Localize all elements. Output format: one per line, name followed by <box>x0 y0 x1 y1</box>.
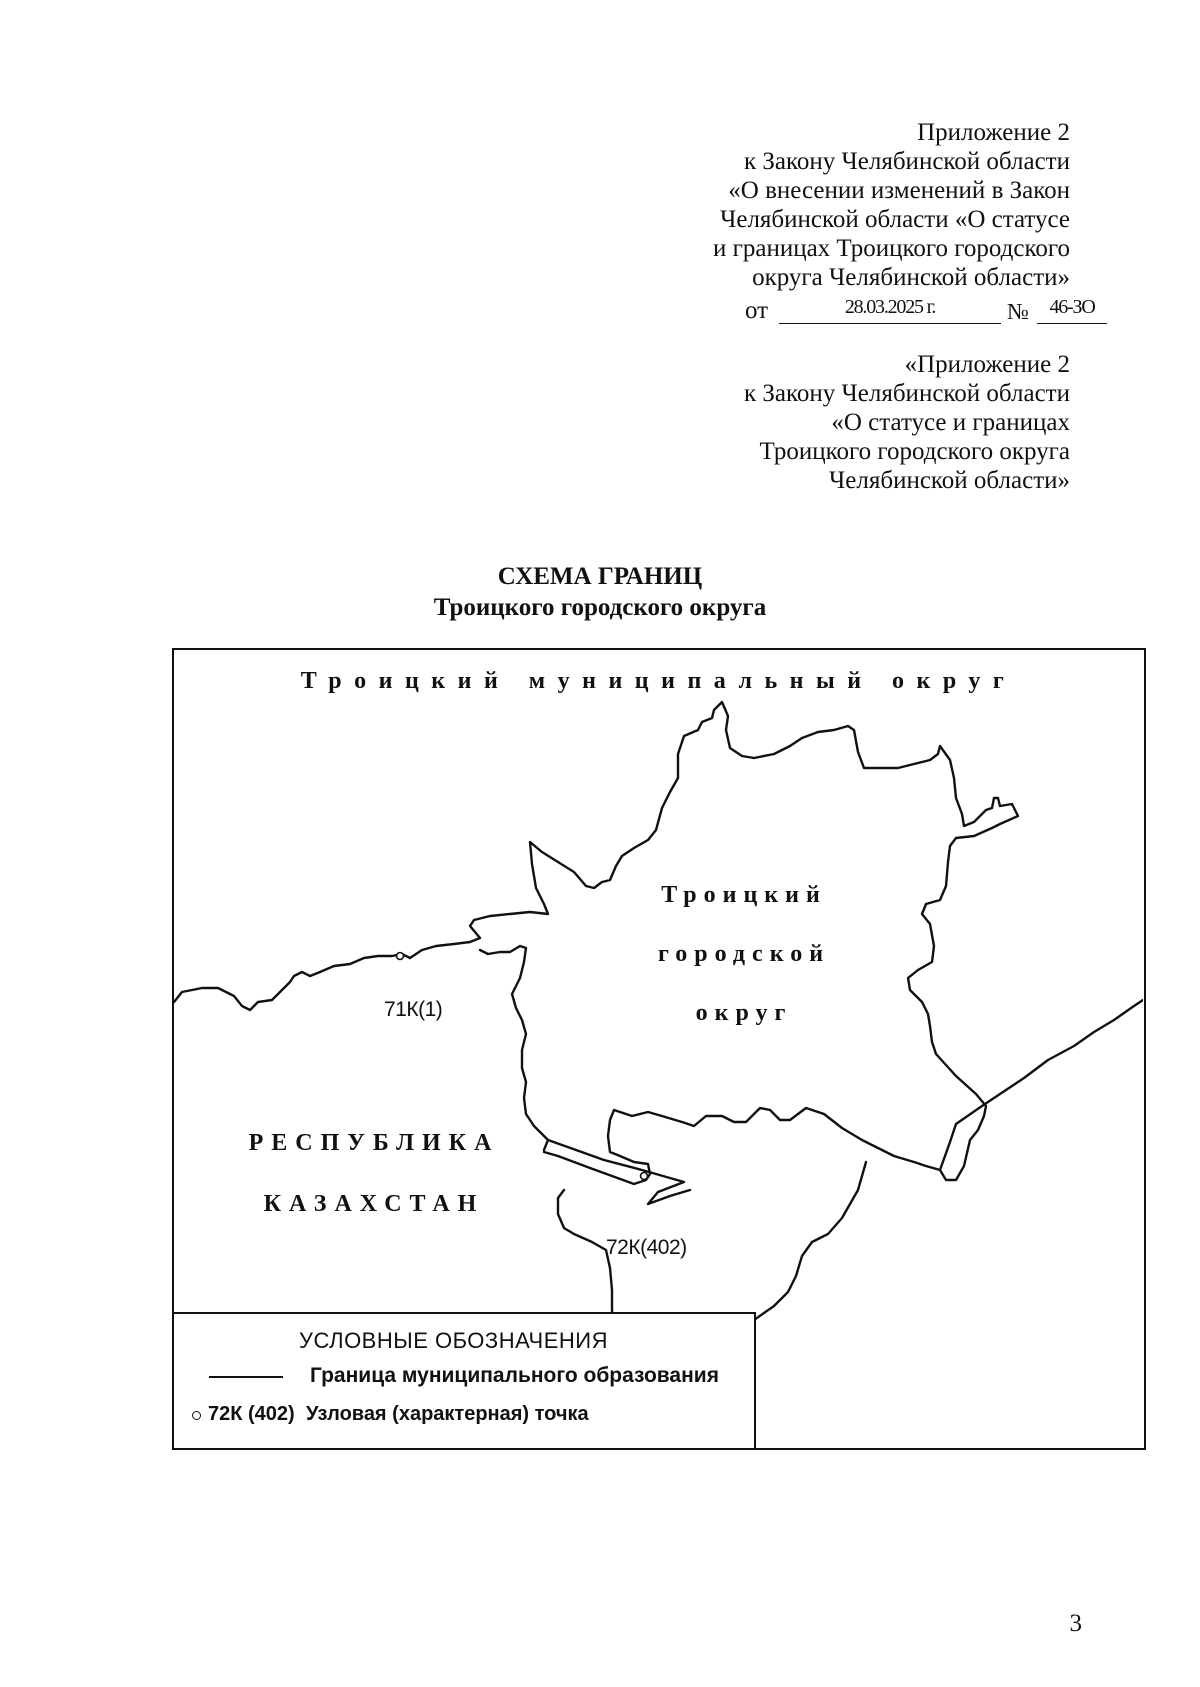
scheme-title <box>0 561 1200 623</box>
date-number-line <box>745 295 1095 327</box>
legend-title: УСЛОВНЫЕ ОБОЗНАЧЕНИЯ <box>299 1328 608 1353</box>
page-number: 3 <box>1069 1610 1082 1637</box>
appendix-line: и границах Троицкого городского <box>712 235 1070 262</box>
date-field <box>779 295 1001 324</box>
date-value: 28.03.2025 г. <box>844 296 936 318</box>
kazakhstan-label-line2: КАЗАХСТАН <box>263 1191 485 1217</box>
map-legend <box>174 1312 756 1450</box>
city-district-label-line3: округ <box>695 1000 793 1026</box>
node-point-72k402 <box>641 1173 648 1180</box>
appendix-line: Приложение 2 <box>917 119 1070 146</box>
boundary-map <box>172 648 1146 1450</box>
scheme-title-line2: Троицкого городского округа <box>433 594 767 621</box>
node-point-71k1 <box>397 953 404 960</box>
quote-line: «О статусе и границах <box>831 409 1070 436</box>
appendix-line: к Закону Челябинской области <box>744 148 1070 175</box>
quote-line: «Приложение 2 <box>904 351 1070 378</box>
appendix-line: «О внесении изменений в Закон <box>728 177 1070 204</box>
southern-border-line <box>480 946 548 1150</box>
eastern-border-line <box>940 1000 1143 1170</box>
legend-border-label: Граница муниципального образования <box>310 1364 719 1387</box>
node-point-label: 72К(402) <box>606 1236 687 1259</box>
quoted-appendix-header <box>510 350 1070 495</box>
appendix-line: округа Челябинской области» <box>752 264 1070 291</box>
date-prefix: от <box>745 297 769 324</box>
legend-point-code: 72К (402) <box>208 1403 295 1425</box>
municipal-district-label: Троицкий муниципальный округ <box>300 668 1017 694</box>
legend-point-label: Узловая (характерная) точка <box>306 1403 589 1425</box>
boundary-line-icon <box>209 1376 283 1378</box>
quote-line: к Закону Челябинской области <box>744 380 1070 407</box>
quote-line: Челябинской области» <box>829 467 1070 494</box>
number-field <box>1037 295 1107 324</box>
number-prefix: № <box>1007 299 1029 324</box>
quote-line: Троицкого городского округа <box>759 438 1070 465</box>
kazakhstan-border-line <box>174 954 410 1010</box>
circle-node-icon <box>192 1411 201 1420</box>
scheme-title-line1: СХЕМА ГРАНИЦ <box>497 563 703 590</box>
kazakhstan-label-line1: РЕСПУБЛИКА <box>248 1130 500 1156</box>
appendix-line: Челябинской области «О статусе <box>720 206 1070 233</box>
number-value: 46-ЗО <box>1049 296 1095 318</box>
city-district-label-line2: городской <box>657 941 831 967</box>
appendix-header <box>510 118 1070 292</box>
wedge-line <box>548 1140 690 1204</box>
city-district-label-line1: Троицкий <box>661 882 827 908</box>
node-point-label: 71К(1) <box>384 998 443 1021</box>
